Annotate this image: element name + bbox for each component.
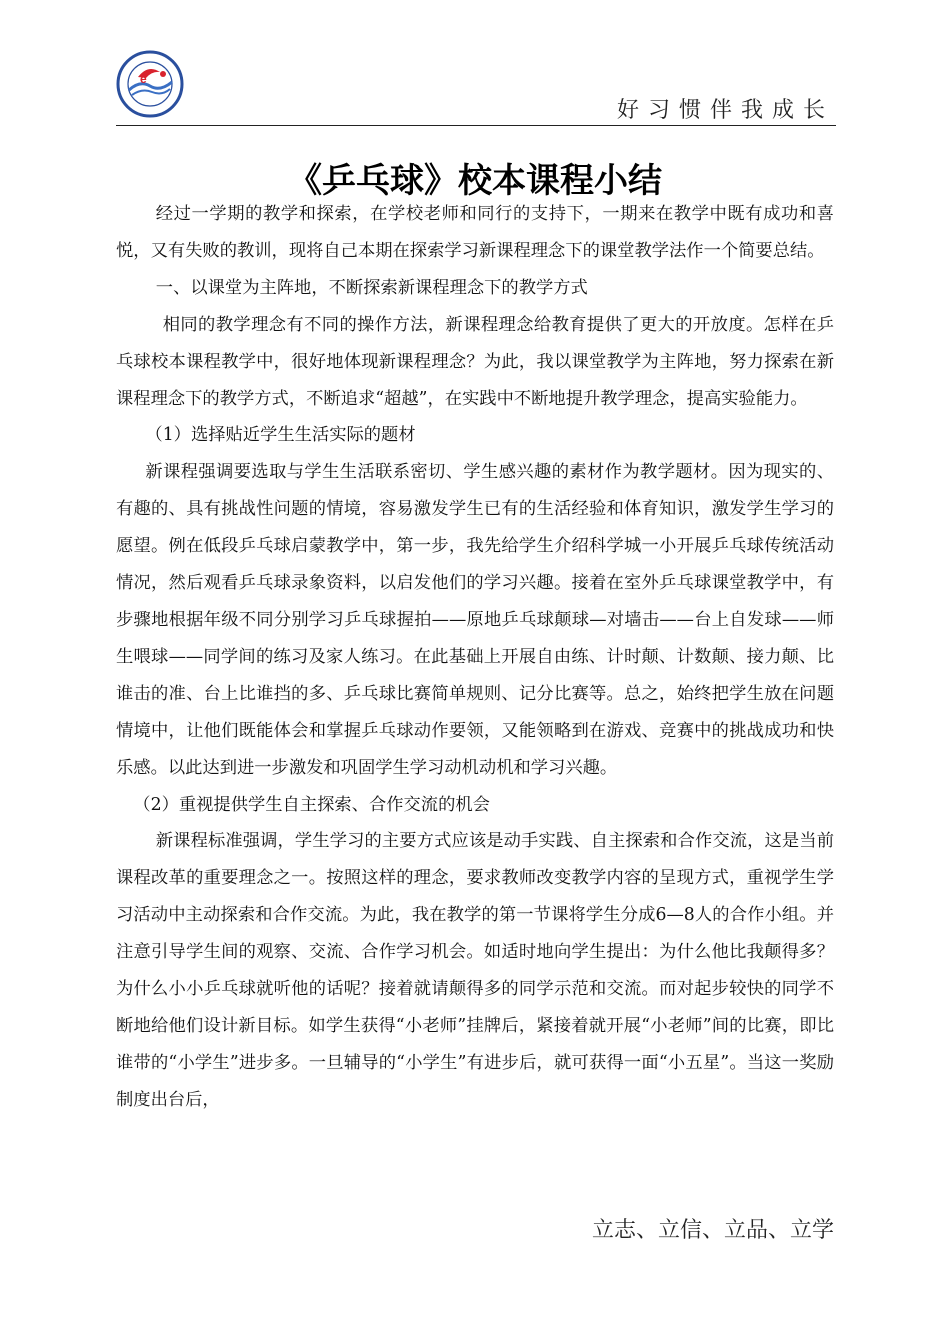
paragraph-sub-1: 新课程强调要选取与学生生活联系密切、学生感兴趣的素材作为教学题材。因为现实的、有趣的、具有挑战性问题的情境，容易激发学生已有的生活经验和体育知识，激发学生学习的愿望。例在低段乒乓球启蒙教学中，第一步，我先给学生介绍科学城一小开展乒乓球传统活动情况，然后观看乒乓球录象资料，以启发他们的学习兴趣。接着在室外乒乓球课堂教学中，有步骤地根据年级不同分别学习乒乓球握拍——原地乒乓球颠球—对墙击——台上自发球——师生喂球——同学间的练习及家人练习。在此基础上开展自由练、计时颠、计数颠、接力颠、比谁击的准、台上比谁挡的多、乒乓球比赛简单规则、记分比赛等。总之，始终把学生放在问题情境中，让他们既能体会和掌握乒乓球动作要领，又能领略到在游戏、竞赛中的挑战成功和快乐感。以此达到进一步激发和巩固学生学习动机动机和学习兴趣。 [116,462,834,778]
section-heading-1: 一、以课堂为主阵地，不断探索新课程理念下的教学方式 [155,277,588,298]
subheading-2: （2）重视提供学生自主探索、合作交流的机会 [133,794,490,815]
page-title: 《乒乓球》校本课程小结 [288,160,662,201]
school-emblem-icon [116,50,184,118]
svg-text:e: e [140,72,147,86]
paragraph-section-1: 相同的教学理念有不同的操作方法，新课程理念给教育提供了更大的开放度。怎样在乒乓球校本课程教学中，很好地体现新课程理念？为此，我以课堂教学为主阵地，努力探索在新课程理念下的教学方式，不断追求“超越”，在实践中不断地提升教学理念，提高实验能力。 [116,314,834,409]
header-divider [116,125,836,126]
paragraph-sub-2: 新课程标准强调，学生学习的主要方式应该是动手实践、自主探索和合作交流，这是当前课程改革的重要理念之一。按照这样的理念，要求教师改变教学内容的呈现方式，重视学生学习活动中主动探索和合作交流。为此，我在教学的第一节课将学生分成6—8人的合作小组。并注意引导学生间的观察、交流、合作学习机会。如适时地向学生提出：为什么他比我颠得多？为什么小小乒乓球就听他的话呢？接着就请颠得多的同学示范和交流。而对起步较快的同学不断地给他们设计新目标。如学生获得“小老师”挂牌后，紧接着就开展“小老师”间的比赛，即比谁带的“小学生”进步多。一旦辅导的“小学生”有进步后，就可获得一面“小五星”。当这一奖励制度出台后， [116,831,834,1110]
header-motto: 好习惯伴我成长 [616,98,834,123]
paragraph-intro: 经过一学期的教学和探索，在学校老师和同行的支持下，一期来在教学中既有成功和喜悦，又有失败的教训，现将自己本期在探索学习新课程理念下的课堂教学法作一个简要总结。 [116,204,834,261]
document-body [116,196,834,1119]
footer-motto: 立志、立信、立品、立学 [591,1218,834,1243]
subheading-1: （1）选择贴近学生生活实际的题材 [145,425,416,446]
